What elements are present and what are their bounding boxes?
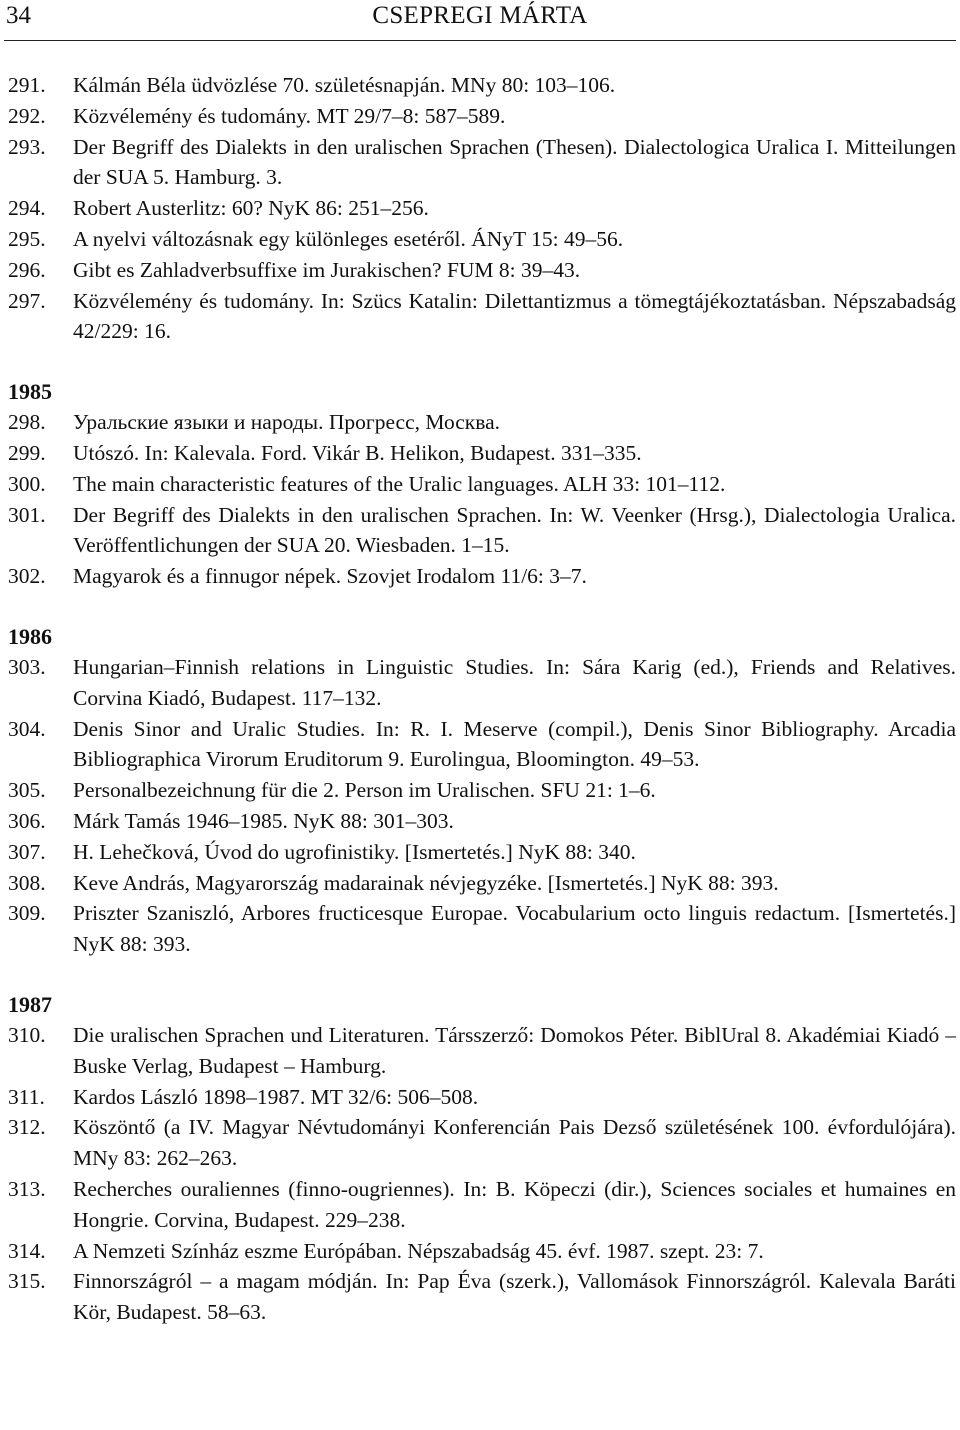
entry-text: Márk Tamás 1946–1985. NyK 88: 301–303. — [73, 808, 454, 833]
list-item — [8, 1174, 956, 1236]
entry-text: H. Lehečková, Úvod do ugrofinistiky. [Ismertetés.] NyK 88: 340. — [73, 839, 636, 864]
entry-number: 304. — [8, 716, 46, 741]
page-number: 34 — [6, 2, 31, 29]
list-item — [8, 500, 956, 562]
entry-number: 315. — [8, 1269, 46, 1294]
entry-text: Magyarok és a finnugor népek. Szovjet Irodalom 11/6: 3–7. — [73, 564, 587, 589]
section-1984 — [8, 70, 956, 347]
entry-number: 307. — [8, 839, 46, 864]
entry-text: A Nemzeti Színház eszme Európában. Népszabadság 45. évf. 1987. szept. 23: 7. — [73, 1238, 764, 1263]
list-item — [8, 714, 956, 776]
list-item — [8, 70, 956, 101]
section-1986 — [8, 622, 956, 960]
list-item — [8, 132, 956, 194]
entry-number: 309. — [8, 901, 46, 926]
list-item — [8, 255, 956, 286]
list-item — [8, 224, 956, 255]
list-item — [8, 868, 956, 899]
entry-text: Priszter Szaniszló, Arbores fructicesque Europae. Vocabularium octo linguis redactum. [Ismertetés.] NyK 88: 393. — [73, 901, 956, 957]
bibliography-content — [8, 70, 956, 1328]
list-item — [8, 1112, 956, 1174]
entry-text: Gibt es Zahladverbsuffixe im Jurakischen? FUM 8: 39–43. — [73, 257, 581, 282]
entry-text: Hungarian–Finnish relations in Linguistic Studies. In: Sára Karig (ed.), Friends and Relatives. Corvina Kiadó, Budapest. 117–132. — [73, 654, 956, 710]
section-1985 — [8, 377, 956, 592]
list-item — [8, 806, 956, 837]
header-rule — [4, 40, 956, 41]
entry-number: 313. — [8, 1176, 46, 1201]
page-header — [0, 0, 960, 40]
entry-text: Közvélemény és tudomány. In: Szücs Katalin: Dilettantizmus a tömegtájékoztatásban. Népszabadság 42/229: 16. — [73, 288, 956, 344]
list-item — [8, 837, 956, 868]
entry-number: 298. — [8, 410, 46, 435]
entry-number: 303. — [8, 654, 46, 679]
entry-text: Personalbezeichnung für die 2. Person im Uralischen. SFU 21: 1–6. — [73, 778, 656, 803]
running-head: CSEPREGI MÁRTA — [372, 2, 588, 29]
entry-text: Denis Sinor and Uralic Studies. In: R. I. Meserve (compil.), Denis Sinor Bibliography. Arcadia Bibliographica Virorum Eruditorum 9. Eurolingua, Bloomington. 49–53. — [73, 716, 956, 772]
entry-number: 301. — [8, 502, 46, 527]
year-heading-1987: 1987 — [8, 991, 52, 1017]
entry-number: 293. — [8, 134, 46, 159]
list-item — [8, 775, 956, 806]
entry-text: The main characteristic features of the Uralic languages. ALH 33: 101–112. — [73, 471, 726, 496]
entry-text: Die uralischen Sprachen und Literaturen. Társszerző: Domokos Péter. BiblUral 8. Akadémiai Kiadó – Buske Verlag, Budapest – Hamburg. — [73, 1022, 956, 1078]
list-item — [8, 652, 956, 714]
list-item — [8, 1082, 956, 1113]
list-item — [8, 407, 956, 438]
list-item — [8, 1236, 956, 1267]
list-item — [8, 193, 956, 224]
entry-number: 299. — [8, 440, 46, 465]
entry-text: Finnországról – a magam módján. In: Pap Éva (szerk.), Vallomások Finnországról. Kalevala Baráti Kör, Budapest. 58–63. — [73, 1269, 956, 1325]
entry-number: 297. — [8, 288, 46, 313]
list-item — [8, 438, 956, 469]
entry-number: 308. — [8, 870, 46, 895]
entry-number: 305. — [8, 778, 46, 803]
entry-number: 306. — [8, 808, 46, 833]
entry-text: Der Begriff des Dialekts in den uralischen Sprachen. In: W. Veenker (Hrsg.), Dialectologia Uralica. Veröffentlichungen der SUA 20. Wiesbaden. 1–15. — [73, 502, 956, 558]
list-item — [8, 286, 956, 348]
entry-number: 295. — [8, 226, 46, 251]
list-item — [8, 1266, 956, 1328]
year-heading-1985: 1985 — [8, 379, 52, 405]
entry-number: 302. — [8, 564, 46, 589]
entry-number: 314. — [8, 1238, 46, 1263]
list-item — [8, 561, 956, 592]
entry-text: Keve András, Magyarország madarainak névjegyzéke. [Ismertetés.] NyK 88: 393. — [73, 870, 779, 895]
entry-text: Robert Austerlitz: 60? NyK 86: 251–256. — [73, 196, 429, 221]
list-item — [8, 1020, 956, 1082]
entry-text: Der Begriff des Dialekts in den uralischen Sprachen (Thesen). Dialectologica Uralica I. Mitteilungen der SUA 5. Hamburg. 3. — [73, 134, 956, 190]
entry-number: 292. — [8, 103, 46, 128]
entry-number: 291. — [8, 73, 46, 97]
entry-number: 310. — [8, 1022, 46, 1047]
entry-number: 296. — [8, 257, 46, 282]
entry-text: Kardos László 1898–1987. MT 32/6: 506–508. — [73, 1084, 479, 1109]
entry-number: 312. — [8, 1115, 46, 1140]
entry-number: 294. — [8, 196, 46, 221]
entry-text: Recherches ouraliennes (finno-ougriennes). In: B. Köpeczi (dir.), Sciences sociales et humaines en Hongrie. Corvina, Budapest. 229–238. — [73, 1176, 956, 1232]
entry-text: A nyelvi változásnak egy különleges esetéről. ÁNyT 15: 49–56. — [73, 226, 624, 251]
entry-text: Közvélemény és tudomány. MT 29/7–8: 587–589. — [73, 103, 506, 128]
entry-text: Уральские языки и народы. Прогресс, Москва. — [73, 410, 501, 435]
entry-text: Köszöntő (a IV. Magyar Névtudományi Konferencián Pais Dezső születésének 100. évfordulójára). MNy 83: 262–263. — [73, 1115, 956, 1171]
list-item — [8, 101, 956, 132]
entry-text: Kálmán Béla üdvözlése 70. születésnapján. MNy 80: 103–106. — [73, 73, 616, 97]
entry-text: Utószó. In: Kalevala. Ford. Vikár B. Helikon, Budapest. 331–335. — [73, 440, 642, 465]
entry-number: 311. — [8, 1084, 45, 1109]
entry-number: 300. — [8, 471, 46, 496]
year-heading-1986: 1986 — [8, 623, 52, 649]
list-item — [8, 898, 956, 960]
list-item — [8, 469, 956, 500]
section-1987 — [8, 990, 956, 1328]
